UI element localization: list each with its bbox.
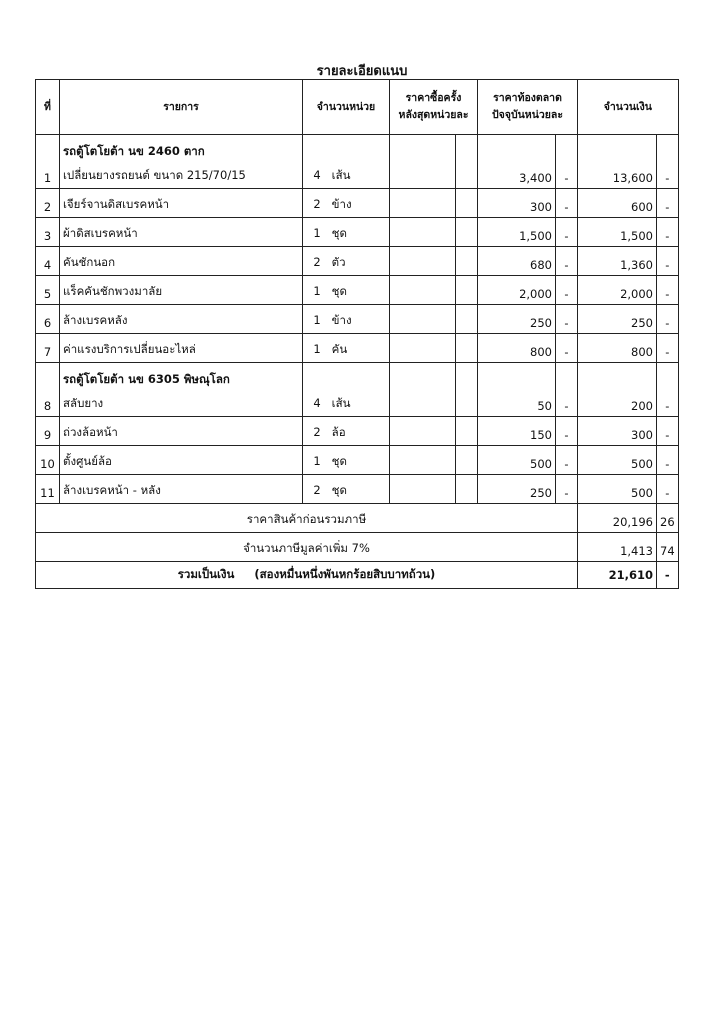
subtotal-decimal: 26 [657,504,679,533]
qty-cell [303,475,390,504]
market-price-decimal: - [556,276,578,305]
vat-row [36,533,679,562]
amount-decimal: - [657,189,679,218]
last-price-decimal [456,475,478,504]
amount-decimal: - [657,334,679,363]
item-description: ล้างเบรคหน้า - หลัง [63,483,161,497]
header-amount: จำนวนเงิน [578,80,679,135]
amount-value: 300 [578,417,657,446]
item-cell [60,247,303,276]
total-decimal: - [657,562,679,589]
qty-value: 1 [313,454,321,468]
qty-cell [303,363,390,417]
market-price-value: 50 [478,363,556,417]
last-price-value [390,305,456,334]
qty-unit: คัน [331,342,348,356]
qty-cell [303,334,390,363]
item-cell [60,363,303,417]
last-price-decimal [456,189,478,218]
vat-label: จำนวนภาษีมูลค่าเพิ่ม 7% [36,533,578,562]
header-market-price-line2: ปัจจุบันหน่วยละ [491,109,564,121]
row-number: 8 [36,363,60,417]
market-price-decimal: - [556,218,578,247]
item-description: ค่าแรงบริการเปลี่ยนอะไหล่ [63,342,196,356]
amount-value: 250 [578,305,657,334]
item-description: ตั้งศูนย์ล้อ [63,454,112,468]
row-number: 6 [36,305,60,334]
subtotal-amount: 20,196 [578,504,657,533]
qty-cell [303,135,390,189]
amount-value: 1,360 [578,247,657,276]
row-number: 7 [36,334,60,363]
subtotal-row [36,504,679,533]
last-price-value [390,218,456,247]
header-no: ที่ [36,80,60,135]
qty-unit: ชุด [331,226,347,240]
market-price-value: 250 [478,305,556,334]
market-price-decimal: - [556,417,578,446]
table-row [36,475,679,504]
amount-decimal: - [657,247,679,276]
market-price-value: 800 [478,334,556,363]
amount-value: 500 [578,446,657,475]
last-price-decimal [456,247,478,276]
qty-value: 4 [313,168,321,182]
qty-cell [303,276,390,305]
row-number: 10 [36,446,60,475]
market-price-value: 2,000 [478,276,556,305]
header-market-price [478,80,578,135]
table-row [36,135,679,189]
header-last-price-line2: หลังสุดหน่วยละ [398,109,469,121]
item-description: ล้างเบรคหลัง [63,313,128,327]
total-label-cell [36,562,578,589]
amount-decimal: - [657,135,679,189]
last-price-decimal [456,276,478,305]
last-price-decimal [456,218,478,247]
row-number: 3 [36,218,60,247]
vat-decimal: 74 [657,533,679,562]
qty-unit: ข้าง [331,197,352,211]
item-cell [60,475,303,504]
row-number: 4 [36,247,60,276]
qty-unit: เส้น [331,396,351,410]
qty-unit: ชุด [331,454,347,468]
qty-value: 1 [313,284,321,298]
qty-cell [303,446,390,475]
row-number: 2 [36,189,60,218]
amount-decimal: - [657,417,679,446]
qty-cell [303,218,390,247]
table-row [36,218,679,247]
header-last-price [390,80,478,135]
header-item: รายการ [60,80,303,135]
market-price-decimal: - [556,334,578,363]
amount-decimal: - [657,218,679,247]
qty-unit: เส้น [331,168,351,182]
item-description: เปลี่ยนยางรถยนต์ ขนาด 215/70/15 [63,168,246,182]
qty-value: 2 [313,255,321,269]
item-cell [60,417,303,446]
amount-value: 2,000 [578,276,657,305]
amount-decimal: - [657,363,679,417]
item-cell [60,446,303,475]
qty-value: 2 [313,483,321,497]
qty-unit: ล้อ [331,425,346,439]
item-description: ผ้าดิสเบรคหน้า [63,226,138,240]
qty-value: 2 [313,425,321,439]
qty-value: 4 [313,396,321,410]
item-description: สลับยาง [63,396,104,410]
row-number: 1 [36,135,60,189]
item-description: เจียร์จานดิสเบรคหน้า [63,197,170,211]
table-row [36,363,679,417]
item-cell [60,189,303,218]
table-row [36,446,679,475]
last-price-value [390,446,456,475]
table-header-row [36,80,679,135]
table-row [36,417,679,446]
last-price-value [390,417,456,446]
market-price-decimal: - [556,305,578,334]
last-price-value [390,475,456,504]
table-row [36,305,679,334]
amount-decimal: - [657,475,679,504]
table-row [36,276,679,305]
market-price-value: 3,400 [478,135,556,189]
table-row [36,189,679,218]
market-price-decimal: - [556,446,578,475]
last-price-decimal [456,363,478,417]
row-number: 5 [36,276,60,305]
market-price-value: 500 [478,446,556,475]
vat-amount: 1,413 [578,533,657,562]
market-price-decimal: - [556,363,578,417]
amount-value: 1,500 [578,218,657,247]
item-cell [60,135,303,189]
table-row [36,247,679,276]
table-body [36,135,679,504]
header-last-price-line1: ราคาซื้อครั้ง [405,92,462,104]
market-price-value: 680 [478,247,556,276]
qty-value: 1 [313,313,321,327]
qty-cell [303,189,390,218]
last-price-value [390,363,456,417]
qty-cell [303,417,390,446]
market-price-decimal: - [556,135,578,189]
total-label: รวมเป็นเงิน [177,567,235,581]
total-row [36,562,679,589]
total-words: (สองหมื่นหนึ่งพันหกร้อยสิบบาทถ้วน) [254,567,436,581]
market-price-decimal: - [556,247,578,276]
header-market-price-line1: ราคาท้องตลาด [493,92,562,104]
market-price-decimal: - [556,475,578,504]
qty-cell [303,305,390,334]
total-amount: 21,610 [578,562,657,589]
market-price-value: 1,500 [478,218,556,247]
last-price-value [390,189,456,218]
amount-value: 600 [578,189,657,218]
detail-table [35,79,679,589]
item-cell [60,276,303,305]
market-price-value: 250 [478,475,556,504]
last-price-value [390,135,456,189]
last-price-decimal [456,417,478,446]
qty-value: 1 [313,226,321,240]
header-qty: จำนวนหน่วย [303,80,390,135]
amount-value: 800 [578,334,657,363]
last-price-decimal [456,334,478,363]
last-price-value [390,247,456,276]
amount-value: 13,600 [578,135,657,189]
qty-value: 2 [313,197,321,211]
amount-decimal: - [657,276,679,305]
table-row [36,334,679,363]
item-description: คันชักนอก [63,255,116,269]
row-number: 11 [36,475,60,504]
last-price-decimal [456,446,478,475]
amount-value: 200 [578,363,657,417]
subtotal-label: ราคาสินค้าก่อนรวมภาษี [36,504,578,533]
item-cell [60,305,303,334]
qty-unit: ชุด [331,284,347,298]
last-price-value [390,334,456,363]
amount-decimal: - [657,446,679,475]
item-cell [60,218,303,247]
qty-cell [303,247,390,276]
vehicle-group-label: รถตู้โตโยต้า นข 2460 ตาก [63,144,205,158]
vehicle-group-label: รถตู้โตโยต้า นข 6305 พิษณุโลก [63,372,230,386]
market-price-value: 300 [478,189,556,218]
amount-value: 500 [578,475,657,504]
amount-decimal: - [657,305,679,334]
qty-unit: ชุด [331,483,347,497]
document-title: รายละเอียดแนบ [316,64,408,79]
last-price-decimal [456,135,478,189]
item-description: แร็คคันชักพวงมาลัย [63,284,163,298]
item-cell [60,334,303,363]
qty-unit: ข้าง [331,313,352,327]
qty-value: 1 [313,342,321,356]
market-price-value: 150 [478,417,556,446]
item-description: ถ่วงล้อหน้า [63,425,118,439]
qty-unit: ตัว [331,255,346,269]
market-price-decimal: - [556,189,578,218]
row-number: 9 [36,417,60,446]
last-price-decimal [456,305,478,334]
last-price-value [390,276,456,305]
